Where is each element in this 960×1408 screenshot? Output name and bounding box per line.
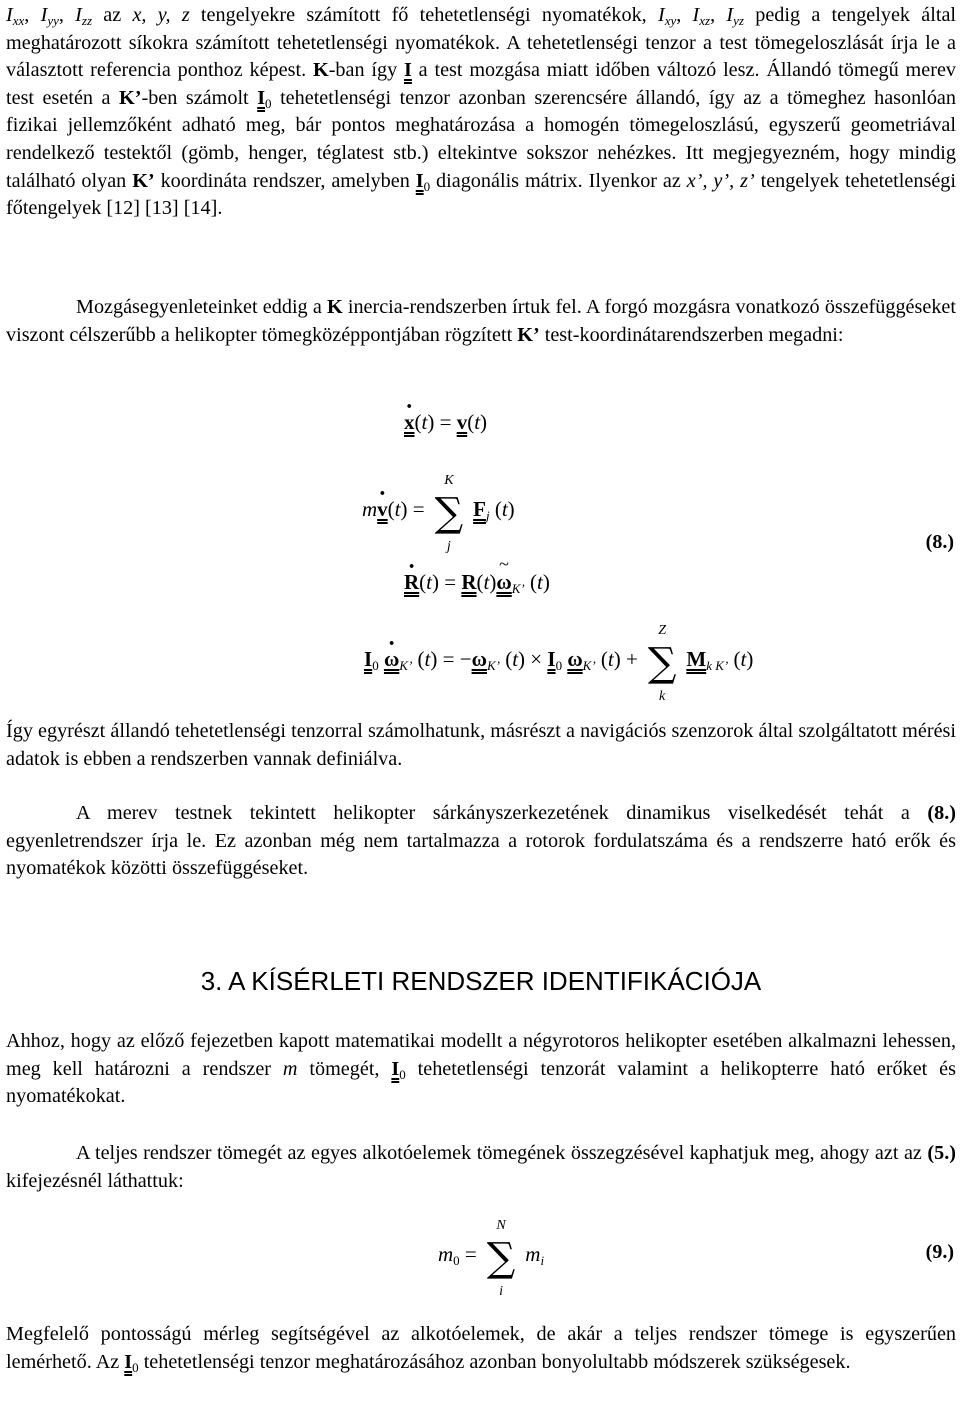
tensor-symbol: I (124, 1350, 133, 1373)
symbol: v (377, 497, 388, 521)
symbol: K (312, 59, 329, 82)
subscript: xz (699, 13, 711, 28)
symbol: t (512, 647, 519, 671)
text: ( (595, 647, 608, 671)
symbol: ω (567, 647, 583, 671)
symbol: I (75, 4, 82, 26)
text: , (24, 4, 41, 26)
symbol: I (726, 4, 734, 26)
text: egyenletrendszer írja le. Ez azonban még nem tartalmazza a rotorok fordulatszáma és a rendszerre ható erők és nyomatékok közötti összefüggéseket. (6, 829, 956, 880)
symbol: ω (496, 570, 512, 594)
subscript: k K’ (706, 658, 729, 673)
symbol: m (438, 1242, 454, 1266)
text: ) (489, 570, 497, 594)
symbol: x’, y’, z’ (686, 169, 755, 192)
subscript: K’ (399, 658, 413, 673)
sum-upper: K (444, 473, 454, 488)
text: ) = (427, 410, 457, 434)
paragraph-motion-equations (6, 294, 956, 349)
text: ( (524, 570, 537, 594)
text: az (92, 4, 133, 26)
tensor-symbol: I (415, 169, 424, 192)
equation-8-line-4 (364, 623, 754, 704)
text: tehetetlenségi tenzor meghatározásához azonban bonyolultabb módszerek szükségesek. (138, 1350, 851, 1373)
subscript: i (540, 1253, 545, 1268)
subscript: 0 (555, 658, 563, 673)
text: ) (542, 570, 550, 594)
tensor-symbol: I (257, 86, 266, 109)
subscript: 0 (399, 1066, 406, 1082)
paragraph-rigid-body (6, 800, 956, 883)
symbol: x, y, z (132, 4, 190, 26)
symbol: I (657, 4, 665, 26)
equation-reference: (5.) (927, 1142, 956, 1164)
equation-9-number: (9.) (925, 1241, 954, 1263)
sum-upper: N (496, 1218, 506, 1233)
sum-lower: j (446, 539, 451, 554)
symbol: F (473, 497, 486, 521)
subscript: xy (664, 13, 677, 28)
symbol: K (326, 296, 343, 318)
paragraph-identification-intro (6, 1028, 956, 1111)
text: -ban így (328, 59, 404, 82)
paragraph-mass-measurement (6, 1321, 956, 1376)
symbol: ω (383, 647, 400, 671)
text: kifejezésnél láthattuk: (6, 1169, 184, 1192)
symbol: t (424, 647, 431, 671)
symbol: ω (471, 647, 487, 671)
text: tehetetlenségi tenzorát valamint a helikopterre ható erőket és nyomatékokat. (6, 1057, 956, 1108)
symbol: x (404, 410, 415, 434)
text: tengelyek tehetetlenségi főtengelyek [12] [13] [14]. (6, 169, 956, 220)
text: ( (419, 570, 427, 594)
paragraph-inertia-definition (6, 2, 956, 223)
tensor-symbol: I (404, 59, 412, 82)
text: = (459, 1242, 483, 1266)
subscript: j (485, 508, 490, 523)
symbol: I (6, 4, 13, 26)
text: diagonális mátrix. Ilyenkor az (430, 169, 687, 192)
subscript: K’ (582, 658, 596, 673)
text: -ben számolt (141, 86, 258, 109)
text: Megfelelő pontosságú mérleg segítségével az alkotóelemek, de akár a teljes rendszer tömege is egyszerűen lemérhető. Az (6, 1323, 956, 1373)
subscript: 0 (372, 658, 379, 673)
text: Mozgásegyenleteinket eddig a (76, 296, 327, 318)
text: tehetetlenségi tenzor azonban szerencsére állandó, így az a tömeghez hasonlóan fizikai jellemzőként adható meg, bár pontos meghatározása a homogén tömegeloszlású, egyszerű geometriával rendelkező testektől (gömb, henger, téglatest stb.) eltekintve sokszor nehézkes. Itt megjegyezném, hogy mindig található olyan (6, 86, 956, 192)
sigma-icon: ∑ (647, 640, 677, 686)
sigma-icon: ∑ (434, 490, 464, 536)
text: ) = (432, 570, 462, 594)
paragraph-total-mass (6, 1140, 956, 1195)
equation-reference: (8.) (927, 802, 956, 824)
text: ) (507, 497, 515, 521)
symbol: I (40, 4, 48, 26)
symbol: I (692, 4, 700, 26)
subscript: K’ (511, 581, 525, 596)
text: ( (414, 410, 422, 434)
symbol: m (362, 497, 378, 521)
equation-9 (438, 1218, 545, 1299)
sum-lower: i (499, 1284, 503, 1299)
symbol: t (426, 570, 433, 594)
subscript: yz (733, 13, 744, 28)
sum-operator (482, 1218, 520, 1299)
subscript: xx (12, 13, 25, 28)
paragraph-constant-tensor: Így egyrészt állandó tehetetlenségi tenzorral számolhatunk, másrészt a navigációs szenzorok által szolgáltatott mérési adatok is ebben a rendszerben vannak definiálva. (6, 720, 956, 770)
symbol: t (536, 570, 543, 594)
text: ) + (613, 647, 644, 671)
text: pedig a tengelyek által meghatározott síkokra számított tehetetlenségi nyomatékok. A tehetetlenségi tenzor a test tömegeloszlását írja le a választott referencia ponthoz képest. (6, 4, 957, 82)
text: , (710, 4, 727, 26)
text: A teljes rendszer tömegét az egyes alkotóelemek tömegének összegzésével kaphatjuk meg, ahogy azt az (76, 1142, 928, 1164)
text: ( (489, 497, 502, 521)
symbol: t (394, 497, 401, 521)
sum-operator (430, 473, 468, 554)
text: ( (387, 497, 395, 521)
text: Ahhoz, hogy az előző fejezetben kapott matematikai modellt a négyrotoros helikopter esetében alkalmazni lehessen, meg kell határozni a rendszer (6, 1030, 956, 1080)
text: ) = − (430, 647, 472, 671)
symbol: m (525, 1242, 541, 1266)
text: ( (728, 647, 741, 671)
sum-operator (643, 623, 681, 704)
subscript: 0 (132, 1359, 139, 1375)
symbol: I (547, 647, 556, 671)
symbol: m (282, 1057, 298, 1080)
symbol: K’ (119, 86, 142, 109)
tensor-symbol: I (391, 1057, 400, 1080)
equation-8-line-2-content (362, 473, 515, 554)
symbol: R (461, 570, 477, 594)
text: , (58, 4, 76, 26)
sigma-icon: ∑ (486, 1235, 516, 1281)
subscript: zz (81, 13, 93, 28)
subscript: 0 (423, 178, 431, 194)
symbol: R (404, 570, 420, 594)
sum-upper: Z (658, 623, 666, 638)
text: ) = (400, 497, 430, 521)
text: ( (412, 647, 425, 671)
text: test-koordinátarendszerben megadni: (539, 323, 844, 346)
text: ( (499, 647, 513, 671)
text: tömegét, (297, 1057, 392, 1080)
symbol: t (483, 570, 490, 594)
equation-8-number: (8.) (925, 531, 954, 553)
text: ) (746, 647, 754, 671)
text: ( (467, 410, 475, 434)
symbol: t (607, 647, 614, 671)
subscript: 0 (453, 1253, 460, 1268)
text: ) × (518, 647, 548, 671)
symbol: t (740, 647, 747, 671)
text: koordináta rendszer, amelyben (154, 169, 416, 192)
subscript: K’ (486, 658, 500, 673)
symbol: K’ (517, 323, 540, 346)
subscript: 0 (265, 95, 272, 111)
sum-lower: k (659, 689, 666, 704)
text: a test mozgása miatt időben változó lesz. Állandó tömegű merev test esetén a (6, 59, 956, 109)
symbol: K’ (132, 169, 155, 192)
subscript: yy (47, 13, 59, 28)
symbol: t (421, 410, 428, 434)
text: tengelyekre számított fő tehetetlenségi nyomatékok, (189, 4, 658, 26)
equation-8-line-1 (404, 410, 487, 435)
text: ( (476, 570, 484, 594)
symbol: v (456, 410, 468, 434)
symbol: t (501, 497, 508, 521)
section-title: 3. A KÍSÉRLETI RENDSZER IDENTIFIKÁCIÓJA (200, 966, 762, 996)
text: A merev testnek tekintett helikopter sárkányszerkezetének dinamikus viselkedését tehát a (76, 802, 928, 824)
text: , (676, 4, 693, 26)
symbol: I (364, 647, 373, 671)
symbol: M (686, 647, 707, 671)
text: ) (480, 410, 488, 434)
text: inercia-rendszerben írtuk fel. A forgó mozgásra vonatkozó összefüggéseket viszont célszerűbb a helikopter tömegközéppontjában rögzített (6, 296, 956, 346)
equation-8-line-3 (404, 570, 550, 595)
symbol: t (474, 410, 481, 434)
